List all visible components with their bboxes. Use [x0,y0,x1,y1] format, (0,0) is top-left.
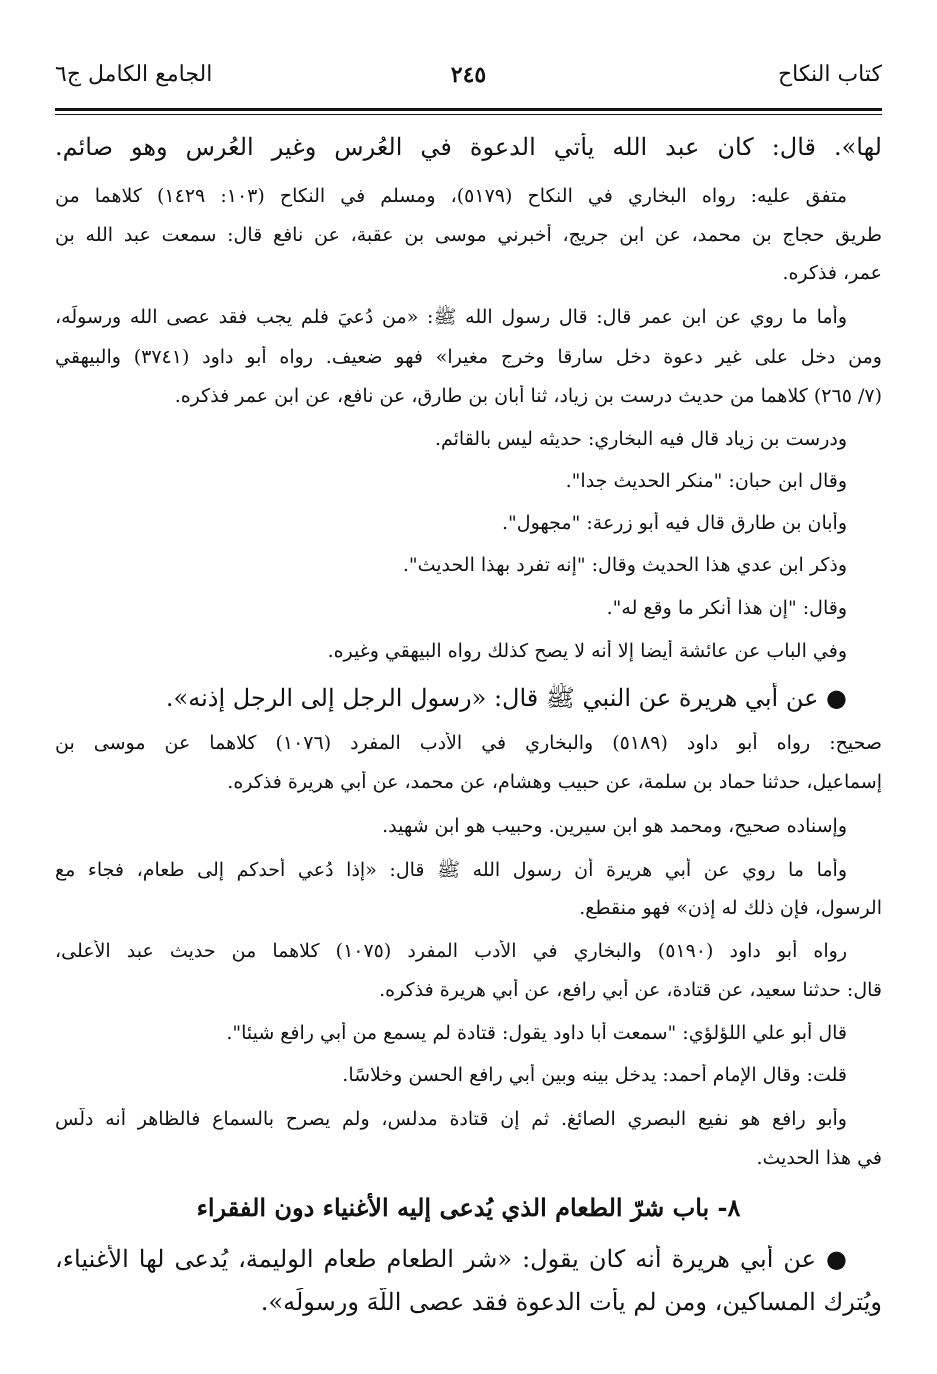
text-line: في هذا الحديث. [756,1147,882,1169]
text-line: الرسول، فإن ذلك له إذن» فهو منقطع. [579,897,882,919]
header-rule-thin [55,114,882,115]
text-line: ومن دخل على غير دعوة دخل سارقا وخرج مغيرا» فهو ضعيف. رواه أبو داود (٣٧٤١) والبيهقي [55,346,882,368]
text-line: وأبان بن طارق قال فيه أبو زرعة: "مجهول". [501,512,847,534]
book-section-title: كتاب النكاح [777,62,882,87]
book-title: الجامع الكامل ج٦ [55,62,213,87]
text-line: (٧/ ٢٦٥) كلاهما من حديث درست بن زياد، ثنا أبان بن طارق، عن نافع، عن ابن عمر فذكره. [174,385,882,407]
text-line: ● عن أبي هريرة عن النبي ﷺ قال: «رسول الرجل إلى الرجل إذنه». [165,684,847,712]
text-line: وفي الباب عن عائشة أيضا إلا أنه لا يصح كذلك رواه البيهقي وغيره. [327,640,847,662]
text-line: قال أبو علي اللؤلؤي: "سمعت أبا داود يقول: قتادة لم يسمع من أبي رافع شيئا". [226,1022,847,1044]
text-line: قال: حدثنا سعيد، عن قتادة، عن أبي رافع، عن أبي هريرة فذكره. [379,979,882,1001]
text-line: رواه أبو داود (٥١٩٠) والبخاري في الأدب المفرد (١٠٧٥) كلاهما من حديث عبد الأعلى، [55,940,847,962]
text-line: طريق حجاج بن محمد، عن ابن جريج، أخبرني موسى بن عقبة، عن نافع قال: سمعت عبد الله بن [55,224,882,246]
text-line: ويُترك المساكين، ومن لم يأت الدعوة فقد عصى اللَّهَ ورسولَه». [260,1288,882,1316]
text-line: وقال ابن حبان: "منكر الحديث جدا". [565,470,847,492]
header-rule [55,108,882,111]
text-line: وأبو رافع هو نفيع البصري الصائغ. ثم إن قتادة مدلس، ولم يصرح بالسماع فالظاهر أنه دلّس [55,1108,847,1130]
page-number: ٢٤٥ [450,62,487,88]
text-line: متفق عليه: رواه البخاري في النكاح (٥١٧٩)، ومسلم في النكاح (١٠٣: ١٤٢٩) كلاهما من [55,185,847,207]
text-line: لها». قال: كان عبد الله يأتي الدعوة في العُرس وغير العُرس وهو صائم. [55,133,882,161]
text-line: ودرست بن زياد قال فيه البخاري: حديثه ليس بالقائم. [434,428,847,450]
chapter-heading: ٨- باب شرّ الطعام الذي يُدعى إليه الأغنياء دون الفقراء [196,1193,741,1222]
page-header [55,62,882,102]
text-line: وأما ما روي عن أبي هريرة أن رسول الله ﷺ قال: «إذا دُعي أحدكم إلى طعام، فجاء مع [55,859,847,881]
text-line: ● عن أبي هريرة أنه كان يقول: «شر الطعام طعام الوليمة، يُدعى لها الأغنياء، [55,1245,847,1273]
text-line: عمر، فذكره. [782,262,882,284]
text-line: صحيح: رواه أبو داود (٥١٨٩) والبخاري في الأدب المفرد (١٠٧٦) كلاهما عن موسى بن [55,732,882,754]
text-line: وذكر ابن عدي هذا الحديث وقال: "إنه تفرد بهذا الحديث". [402,554,847,576]
text-line: إسماعيل، حدثنا حماد بن سلمة، عن حبيب وهشام، عن محمد، عن أبي هريرة فذكره. [227,771,882,793]
text-line: قلت: وقال الإمام أحمد: يدخل بينه وبين أبي رافع الحسن وخلاسًا. [342,1064,847,1086]
text-line: وقال: "إن هذا أنكر ما وقع له". [606,597,847,619]
text-line: وإسناده صحيح، ومحمد هو ابن سيرين. وحبيب هو ابن شهيد. [382,815,847,837]
text-line: وأما ما روي عن ابن عمر قال: قال رسول الله ﷺ: «من دُعيَ فلم يجب فقد عصى الله ورسولَه، [55,306,847,328]
